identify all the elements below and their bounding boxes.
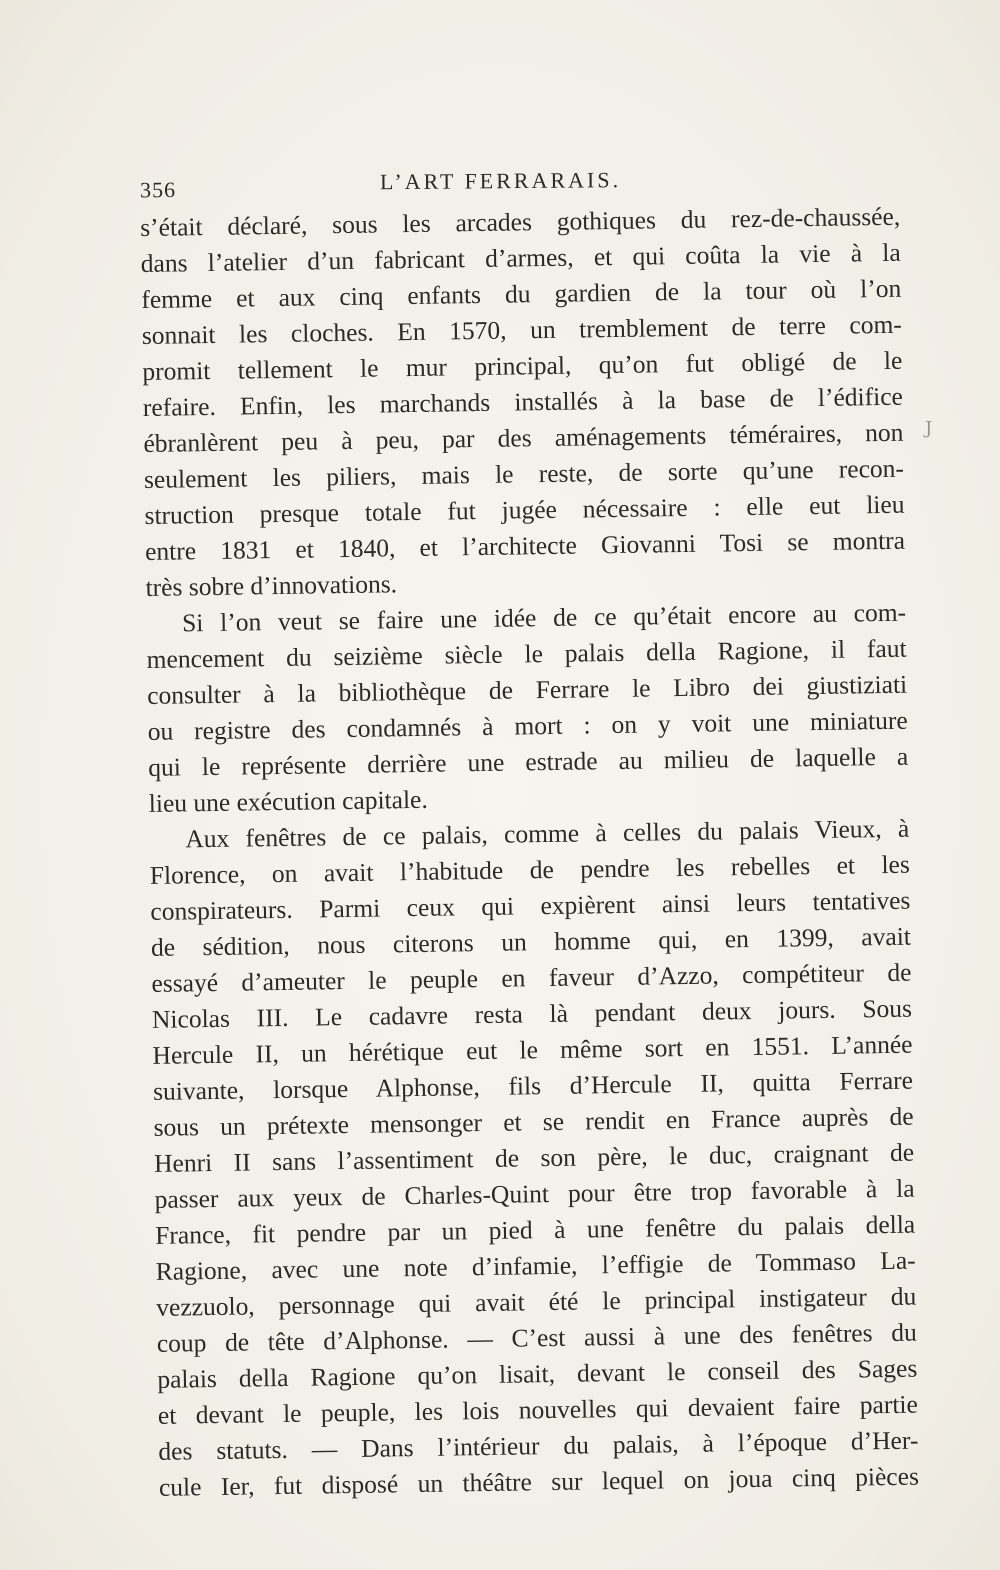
text-line: Henri II sans l’assentiment de son père, le duc, craignant de <box>153 1137 915 1178</box>
page-number: 356 <box>139 177 177 203</box>
text-line: struction presque totale fut jugée nécessaire : elle eut lieu <box>144 489 905 530</box>
paragraph-first-line: Si l’on veut se faire une idée de ce qu’était encore au com- <box>181 597 907 638</box>
text-line: entre 1831 et 1840, et l’architecte Giovanni Tosi se montra <box>144 525 906 566</box>
text-line: dans l’atelier d’un fabricant d’armes, et qui coûta la vie à la <box>140 237 901 278</box>
text-line: conspirateurs. Parmi ceux qui expièrent ainsi leurs tentatives <box>150 885 911 926</box>
running-title: L’ART FERRARAIS. <box>379 167 622 195</box>
running-head <box>140 165 900 202</box>
text-line: lieu une exécution capitale. <box>148 784 428 818</box>
text-line: cule Ier, fut disposé un théâtre sur lequel on joua cinq pièces <box>158 1461 920 1502</box>
text-line: Hercule II, un hérétique eut le même sort en 1551. L’année <box>152 1029 913 1070</box>
text-line: France, fit pendre par un pied à une fenêtre du palais della <box>154 1209 916 1250</box>
text-line: consulter à la bibliothèque de Ferrare le Libro dei giustiziati <box>146 669 908 710</box>
text-line: essayé d’ameuter le peuple en faveur d’Azzo, compétiteur de <box>151 957 912 998</box>
text-line: mencement du seizième siècle le palais della Ragione, il faut <box>146 633 907 674</box>
text-line: coup de tête d’Alphonse. — C’est aussi à une des fenêtres du <box>156 1317 917 1358</box>
text-line: de sédition, nous citerons un homme qui, en 1399, avait <box>150 921 912 962</box>
text-line: promit tellement le mur principal, qu’on fut obligé de le <box>142 345 903 386</box>
text-line: sonnait les cloches. En 1570, un tremblement de terre com- <box>141 309 902 350</box>
text-line: ou registre des condamnés à mort : on y voit une miniature <box>147 705 908 746</box>
text-line: des statuts. — Dans l’intérieur du palais, à l’époque d’Her- <box>158 1425 919 1466</box>
text-line: suivante, lorsque Alphonse, fils d’Hercule II, quitta Ferrare <box>152 1065 914 1106</box>
paragraph-first-line: Aux fenêtres de ce palais, comme à celles du palais Vieux, à <box>185 813 910 854</box>
text-line: Florence, on avait l’habitude de pendre les rebelles et les <box>149 849 911 890</box>
text-line: seulement les piliers, mais le reste, de sorte qu’une recon- <box>143 453 905 494</box>
text-line: sous un prétexte mensonger et se rendit en France auprès de <box>153 1101 914 1142</box>
text-line: vezzuolo, personnage qui avait été le principal instigateur du <box>156 1281 917 1322</box>
text-line: palais della Ragione qu’on lisait, devant le conseil des Sages <box>157 1353 918 1394</box>
margin-mark: J <box>925 418 933 439</box>
text-line: s’était déclaré, sous les arcades gothiques du rez-de-chaussée, <box>140 201 901 242</box>
text-line: Nicolas III. Le cadavre resta là pendant deux jours. Sous <box>151 993 913 1034</box>
text-line: et devant le peuple, les lois nouvelles qui devaient faire partie <box>157 1389 919 1430</box>
text-line: refaire. Enfin, les marchands installés à la base de l’édifice <box>142 381 904 422</box>
text-line: Ragione, avec une note d’infamie, l’effigie de Tommaso La- <box>155 1245 916 1286</box>
body-text <box>140 199 919 1506</box>
text-line: qui le représente derrière une estrade au milieu de laquelle a <box>148 741 909 782</box>
text-line: passer aux yeux de Charles-Quint pour être trop favorable à la <box>154 1173 915 1214</box>
text-line: très sobre d’innovations. <box>145 569 398 602</box>
text-line: ébranlèrent peu à peu, par des aménagements téméraires, non <box>143 417 904 458</box>
text-line: femme et aux cinq enfants du gardien de la tour où l’on <box>141 273 902 314</box>
